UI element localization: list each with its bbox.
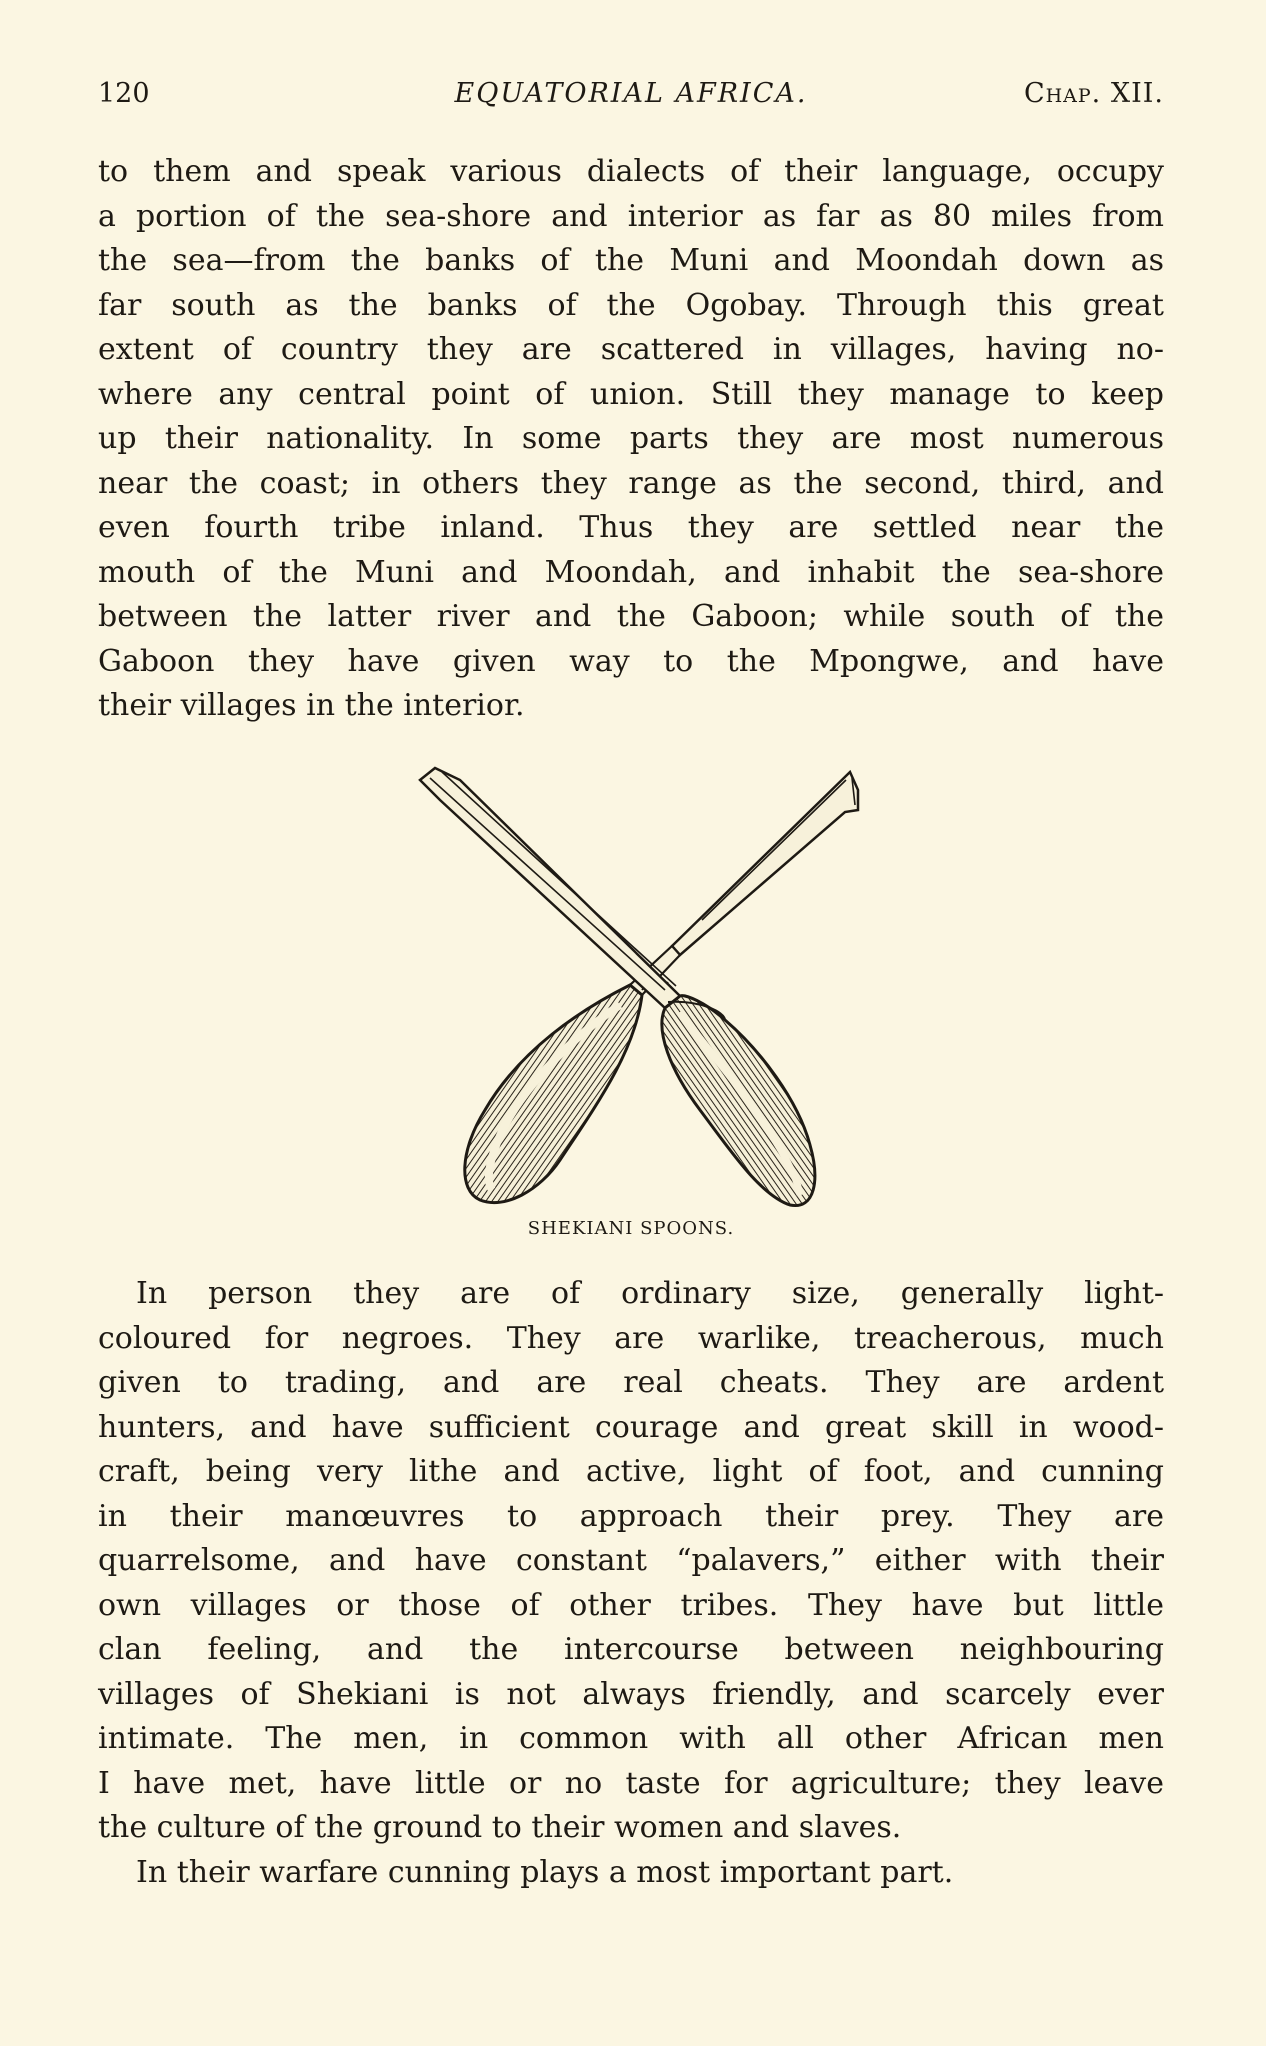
running-title: EQUATORIAL AFRICA. [454, 78, 808, 109]
text-line: I have met, have little or no taste for agriculture; they leave [98, 1765, 1164, 1801]
text-line: intimate. The men, in common with all other African men [98, 1721, 1164, 1756]
text-line: coloured for negroes. They are warlike, treacherous, much [98, 1320, 1164, 1356]
page-number: 120 [98, 78, 150, 109]
text-line: extent of country they are scattered in villages, having no- [98, 332, 1164, 367]
text-line: in their manœuvres to approach their prey. They are [98, 1498, 1164, 1534]
chapter-label: Chap. XII. [1023, 78, 1164, 109]
page-header [98, 78, 1164, 118]
text-line: their villages in the interior. [98, 688, 525, 723]
text-line: the culture of the ground to their women and slaves. [98, 1810, 902, 1845]
text-line: hunters, and have sufficient courage and great skill in wood- [98, 1409, 1164, 1445]
text-line: mouth of the Muni and Moondah, and inhabit the sea-shore [98, 554, 1164, 590]
text-line: far south as the banks of the Ogobay. Through this great [98, 287, 1164, 323]
paragraph-2 [98, 1272, 1164, 1895]
text-line: villages of Shekiani is not always friendly, and scarcely ever [98, 1676, 1164, 1712]
figure-caption: SHEKIANI SPOONS. [527, 1218, 735, 1239]
paragraph-1 [98, 150, 1164, 729]
text-line: even fourth tribe inland. Thus they are settled near the [98, 510, 1164, 545]
text-line: a portion of the sea-shore and interior as far as 80 miles from [98, 198, 1164, 234]
spoons-illustration [380, 750, 870, 1220]
text-line: between the latter river and the Gaboon; while south of the [98, 599, 1164, 634]
text-line: In person they are of ordinary size, generally light- [136, 1276, 1164, 1311]
text-line: In their warfare cunning plays a most important part. [136, 1854, 954, 1890]
text-line: clan feeling, and the intercourse between neighbouring [98, 1632, 1164, 1667]
text-line: craft, being very lithe and active, light of foot, and cunning [98, 1454, 1164, 1489]
text-line: own villages or those of other tribes. They have but little [98, 1587, 1164, 1623]
text-line: given to trading, and are real cheats. They are ardent [98, 1365, 1164, 1400]
text-line: Gaboon they have given way to the Mpongwe, and have [98, 643, 1164, 679]
text-line: near the coast; in others they range as the second, third, and [98, 465, 1164, 501]
text-line: the sea—from the banks of the Muni and Moondah down as [98, 243, 1164, 278]
text-line: quarrelsome, and have constant “palavers,” either with their [98, 1543, 1164, 1578]
text-line: where any central point of union. Still they manage to keep [98, 376, 1164, 412]
text-line: to them and speak various dialects of their language, occupy [98, 154, 1164, 189]
text-line: up their nationality. In some parts they are most numerous [98, 421, 1164, 456]
